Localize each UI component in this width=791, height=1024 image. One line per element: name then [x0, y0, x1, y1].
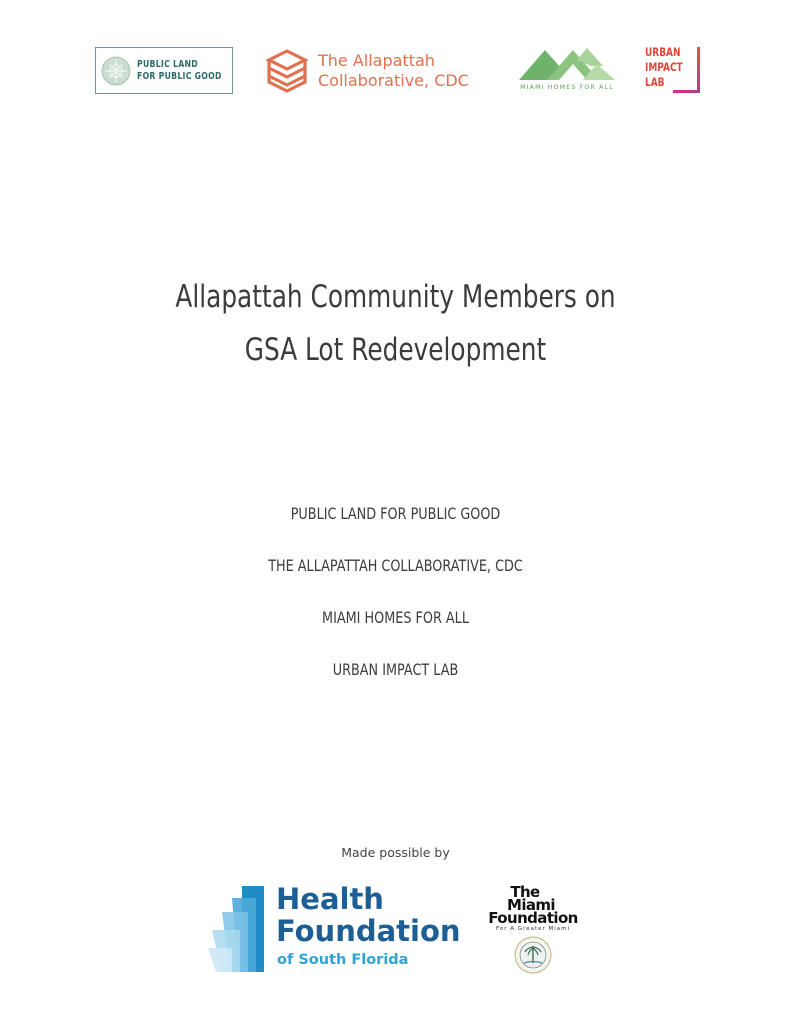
house-roofs-icon: [517, 46, 617, 82]
made-possible-label: Made possible by: [341, 845, 450, 860]
tree-seal-icon: [101, 56, 131, 86]
mhfa-text: MIAMI HOMES FOR ALL: [520, 84, 614, 91]
urban-impact-lab-logo: [645, 45, 702, 95]
uil-bracket-vertical: [697, 47, 700, 93]
stacked-diamonds-icon: [265, 48, 310, 94]
uil-text: URBAN IMPACT LAB: [645, 45, 683, 89]
hf-line1: Health: [276, 882, 384, 916]
partner-item: PUBLIC LAND FOR PUBLIC GOOD: [290, 504, 501, 523]
allapattah-line1: The Allapattah: [318, 51, 435, 70]
mf-line3: Foundation: [488, 909, 578, 927]
public-land-for-public-good-logo: [95, 47, 233, 94]
partner-list: [0, 502, 791, 710]
mf-line1: The: [510, 883, 540, 901]
partner-item: URBAN IMPACT LAB: [332, 660, 459, 679]
hf-line3: of South Florida: [277, 952, 409, 968]
document-title: [0, 271, 791, 377]
uil-bracket-horizontal: [673, 90, 700, 93]
plpg-line2: FOR PUBLIC GOOD: [137, 70, 222, 82]
allapattah-line2: Collaborative, CDC: [318, 71, 469, 90]
partner-item: THE ALLAPATTAH COLLABORATIVE, CDC: [268, 556, 523, 575]
miami-homes-for-all-logo: [517, 46, 617, 96]
hf-line2: Foundation: [276, 914, 461, 948]
mf-tagline: For A Greater Miami: [495, 926, 571, 932]
allapattah-collaborative-logo: [265, 48, 469, 94]
partner-item: MIAMI HOMES FOR ALL: [322, 608, 469, 627]
mf-line2: Miami: [507, 896, 555, 914]
health-foundation-logo: [208, 884, 468, 974]
plpg-line1: PUBLIC LAND: [137, 58, 198, 70]
title-line1: Allapattah Community Members on: [175, 279, 616, 315]
city-seal-icon: [514, 936, 552, 974]
miami-foundation-logo: [485, 883, 581, 932]
blue-steps-icon: [208, 886, 268, 972]
title-line2: GSA Lot Redevelopment: [244, 332, 547, 368]
